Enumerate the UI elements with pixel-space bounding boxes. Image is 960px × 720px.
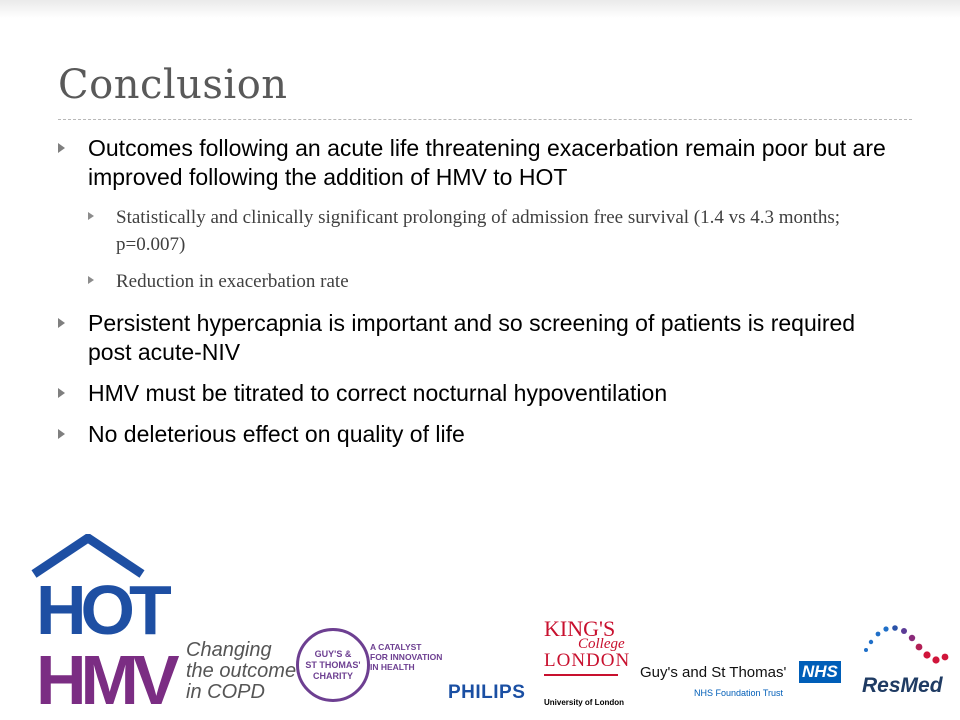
bullet-item bbox=[58, 134, 888, 192]
sub-bullet-text: Reduction in exacerbation rate bbox=[116, 271, 349, 292]
sub-bullet-arrow-icon bbox=[88, 212, 94, 220]
philips-logo: PHILIPS bbox=[448, 682, 526, 703]
tagline-line: the outcome bbox=[186, 660, 297, 682]
bullet-arrow-icon bbox=[58, 388, 65, 398]
hot-logo-text: HOT bbox=[36, 571, 166, 649]
tagline-line: Changing bbox=[186, 639, 272, 661]
catalyst-text: A CATALYST bbox=[370, 642, 422, 652]
bullet-text: No deleterious effect on quality of life bbox=[88, 421, 465, 447]
charity-text: CHARITY bbox=[313, 670, 353, 681]
kings-rule bbox=[544, 674, 618, 676]
house-roof-icon bbox=[34, 538, 142, 574]
catalyst-tagline bbox=[370, 642, 442, 672]
bullet-text: Persistent hypercapnia is important and so screening of patients is required post acute-NIV bbox=[88, 310, 856, 365]
hot-hmv-logo bbox=[28, 534, 193, 712]
bullet-item bbox=[58, 379, 888, 408]
tagline-line: in COPD bbox=[186, 681, 265, 703]
charity-logo bbox=[296, 628, 370, 702]
resmed-swoosh-icon bbox=[860, 620, 952, 668]
charity-text: GUY'S & bbox=[314, 648, 352, 659]
sub-bullet-text: Statistically and clinically significant prolonging of admission free survival (1.4 vs 4.3 months; p=0.007) bbox=[116, 207, 840, 255]
bullet-item bbox=[58, 420, 888, 449]
catalyst-text: FOR INNOVATION bbox=[370, 652, 443, 662]
bullet-arrow-icon bbox=[58, 318, 65, 328]
nhs-logo: NHS bbox=[799, 661, 841, 683]
sub-bullet-item bbox=[58, 268, 888, 295]
resmed-logo: ResMed bbox=[862, 674, 943, 697]
sub-bullet-arrow-icon bbox=[88, 276, 94, 284]
slide-title: Conclusion bbox=[58, 62, 288, 108]
hmv-logo-text: HMV bbox=[36, 641, 174, 712]
kings-text: LONDON bbox=[544, 650, 631, 671]
title-divider bbox=[58, 119, 912, 120]
bullet-text: HMV must be titrated to correct nocturnal hypoventilation bbox=[88, 380, 668, 406]
kings-text: College bbox=[578, 636, 625, 652]
bullet-arrow-icon bbox=[58, 429, 65, 439]
bullet-item bbox=[58, 309, 888, 367]
gst-trust-name: Guy's and St Thomas' bbox=[640, 664, 787, 681]
catalyst-text: IN HEALTH bbox=[370, 662, 415, 672]
bullet-text: Outcomes following an acute life threatening exacerbation remain poor but are improved following the addition of HMV to HOT bbox=[88, 135, 886, 190]
bullet-list bbox=[58, 134, 888, 449]
logo-strip bbox=[0, 530, 960, 720]
sub-bullet-item bbox=[58, 204, 888, 258]
kings-text: KING'S bbox=[544, 616, 616, 641]
kings-college-logo bbox=[544, 618, 630, 707]
nhs-trust-name: NHS Foundation Trust bbox=[694, 688, 784, 698]
bullet-arrow-icon bbox=[58, 143, 65, 153]
uol-text: University of London bbox=[544, 698, 624, 707]
charity-text: ST THOMAS' bbox=[305, 659, 361, 670]
changing-outcome-tagline bbox=[186, 640, 296, 703]
